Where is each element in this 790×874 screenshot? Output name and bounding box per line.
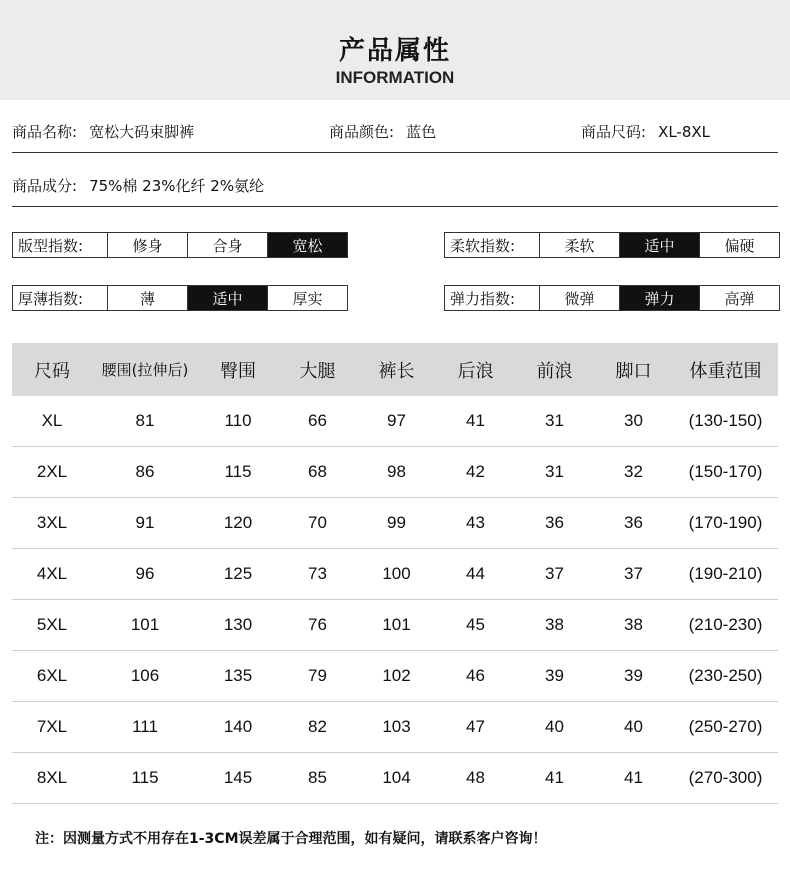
table-cell: 76 bbox=[308, 615, 327, 634]
table-cell: 68 bbox=[308, 462, 327, 481]
product-size-value: XL-8XL bbox=[658, 123, 711, 141]
page-subtitle: INFORMATION bbox=[335, 68, 455, 87]
softness-index-label: 柔软指数: bbox=[450, 236, 516, 255]
table-row bbox=[12, 396, 778, 447]
softness-index bbox=[444, 232, 780, 258]
table-cell: 145 bbox=[223, 768, 253, 787]
table-row bbox=[12, 549, 778, 600]
fit-option: 宽松 bbox=[267, 233, 347, 257]
softness-option: 偏硬 bbox=[699, 233, 779, 257]
table-cell: 79 bbox=[308, 666, 327, 685]
table-cell: 110 bbox=[224, 411, 252, 430]
column-header: 臀围 bbox=[220, 360, 256, 382]
table-cell: 40 bbox=[624, 717, 643, 736]
table-cell: 103 bbox=[382, 717, 411, 736]
size-table-header bbox=[12, 343, 778, 396]
column-header: 脚口 bbox=[615, 360, 652, 382]
size-cell: 4XL bbox=[36, 564, 68, 583]
product-name-value: 宽松大码束脚裤 bbox=[89, 123, 195, 141]
table-cell: 66 bbox=[308, 411, 327, 430]
table-cell: (130-150) bbox=[688, 411, 763, 430]
table-cell: 135 bbox=[223, 666, 253, 685]
table-cell: 98 bbox=[387, 462, 406, 481]
table-cell: 36 bbox=[624, 513, 643, 532]
product-material-label: 商品成分: bbox=[12, 177, 78, 195]
softness-option: 柔软 bbox=[539, 233, 619, 257]
table-cell: 32 bbox=[624, 462, 643, 481]
size-cell: 5XL bbox=[36, 615, 68, 634]
divider bbox=[12, 152, 778, 153]
product-size bbox=[581, 121, 710, 142]
column-header: 大腿 bbox=[299, 360, 336, 382]
table-cell: 120 bbox=[223, 513, 253, 532]
table-cell: 42 bbox=[466, 462, 485, 481]
page-header bbox=[0, 0, 790, 100]
table-cell: 38 bbox=[545, 615, 564, 634]
fit-option: 修身 bbox=[107, 233, 187, 257]
elasticity-index-label: 弹力指数: bbox=[450, 289, 516, 308]
table-cell: (270-300) bbox=[688, 768, 763, 787]
table-cell: 101 bbox=[130, 615, 160, 634]
thickness-index-label: 厚薄指数: bbox=[18, 289, 84, 308]
table-cell: 44 bbox=[466, 564, 485, 583]
fit-index bbox=[12, 232, 348, 258]
elasticity-option: 高弹 bbox=[699, 286, 779, 310]
size-table bbox=[12, 343, 778, 804]
table-cell: 37 bbox=[545, 564, 564, 583]
thickness-option: 厚实 bbox=[267, 286, 347, 310]
size-cell: 3XL bbox=[36, 513, 68, 532]
size-table-body bbox=[12, 396, 778, 804]
table-cell: 30 bbox=[624, 411, 643, 430]
product-material-value: 75%棉 23%化纤 2%氨纶 bbox=[89, 177, 265, 195]
column-header: 后浪 bbox=[457, 360, 494, 382]
table-cell: (230-250) bbox=[688, 666, 763, 685]
table-cell: (190-210) bbox=[688, 564, 763, 583]
table-cell: 37 bbox=[624, 564, 643, 583]
fit-option: 合身 bbox=[187, 233, 267, 257]
product-material bbox=[12, 175, 264, 196]
thickness-index bbox=[12, 285, 348, 311]
table-cell: 39 bbox=[545, 666, 564, 685]
column-header: 体重范围 bbox=[689, 360, 762, 382]
table-cell: 40 bbox=[545, 717, 564, 736]
table-row bbox=[12, 702, 778, 753]
table-cell: 82 bbox=[308, 717, 327, 736]
table-cell: 97 bbox=[387, 411, 406, 430]
table-cell: 41 bbox=[466, 411, 485, 430]
table-row bbox=[12, 651, 778, 702]
table-cell: 43 bbox=[466, 513, 485, 532]
table-cell: 101 bbox=[382, 615, 411, 634]
column-header: 尺码 bbox=[34, 360, 70, 382]
page-title: 产品属性 bbox=[338, 36, 451, 66]
table-cell: 106 bbox=[130, 666, 160, 685]
table-cell: 46 bbox=[466, 666, 485, 685]
size-cell: 2XL bbox=[36, 462, 68, 481]
table-cell: 41 bbox=[545, 768, 564, 787]
elasticity-option: 弹力 bbox=[619, 286, 699, 310]
product-name-label: 商品名称: bbox=[12, 123, 78, 141]
table-cell: 86 bbox=[135, 462, 155, 481]
product-color-label: 商品颜色: bbox=[329, 123, 395, 141]
table-cell: (210-230) bbox=[688, 615, 763, 634]
table-row bbox=[12, 498, 778, 549]
table-cell: 41 bbox=[624, 768, 643, 787]
size-cell: XL bbox=[41, 411, 63, 430]
measurement-note: 注：因测量方式不用存在1-3CM误差属于合理范围，如有疑问，请联系客户咨询！ bbox=[35, 831, 547, 847]
table-row bbox=[12, 600, 778, 651]
column-header: 前浪 bbox=[536, 360, 573, 382]
table-cell: (170-190) bbox=[688, 513, 763, 532]
table-cell: 115 bbox=[224, 462, 252, 481]
table-cell: 31 bbox=[545, 462, 564, 481]
table-cell: 100 bbox=[382, 564, 411, 583]
divider bbox=[12, 206, 778, 207]
size-cell: 8XL bbox=[36, 768, 68, 787]
elasticity-index bbox=[444, 285, 780, 311]
fit-index-label: 版型指数: bbox=[18, 236, 84, 255]
table-cell: 45 bbox=[466, 615, 485, 634]
table-cell: 115 bbox=[131, 768, 159, 787]
product-size-label: 商品尺码: bbox=[581, 123, 647, 141]
thickness-option: 适中 bbox=[187, 286, 267, 310]
product-color-value: 蓝色 bbox=[406, 123, 437, 141]
table-cell: 125 bbox=[223, 564, 253, 583]
table-row bbox=[12, 447, 778, 498]
table-cell: 36 bbox=[545, 513, 564, 532]
size-cell: 6XL bbox=[36, 666, 68, 685]
elasticity-option: 微弹 bbox=[539, 286, 619, 310]
table-cell: 99 bbox=[387, 513, 406, 532]
table-cell: 38 bbox=[624, 615, 643, 634]
table-cell: 48 bbox=[466, 768, 485, 787]
column-header: 裤长 bbox=[378, 360, 415, 382]
table-cell: 130 bbox=[223, 615, 253, 634]
table-cell: 31 bbox=[545, 411, 564, 430]
table-cell: 102 bbox=[382, 666, 411, 685]
softness-option: 适中 bbox=[619, 233, 699, 257]
table-cell: 73 bbox=[308, 564, 327, 583]
product-name bbox=[12, 121, 194, 142]
table-cell: 111 bbox=[132, 717, 158, 736]
table-cell: 104 bbox=[382, 768, 411, 787]
table-cell: (150-170) bbox=[688, 462, 763, 481]
table-cell: (250-270) bbox=[688, 717, 763, 736]
table-cell: 85 bbox=[308, 768, 327, 787]
table-cell: 96 bbox=[135, 564, 155, 583]
column-header: 腰围(拉伸后) bbox=[101, 361, 189, 379]
table-cell: 39 bbox=[624, 666, 643, 685]
thickness-option: 薄 bbox=[107, 286, 187, 310]
table-cell: 47 bbox=[466, 717, 485, 736]
table-cell: 81 bbox=[135, 411, 155, 430]
table-cell: 91 bbox=[135, 513, 155, 532]
table-row bbox=[12, 753, 778, 804]
product-color bbox=[329, 121, 436, 142]
table-cell: 140 bbox=[223, 717, 253, 736]
size-cell: 7XL bbox=[36, 717, 68, 736]
table-cell: 70 bbox=[308, 513, 327, 532]
